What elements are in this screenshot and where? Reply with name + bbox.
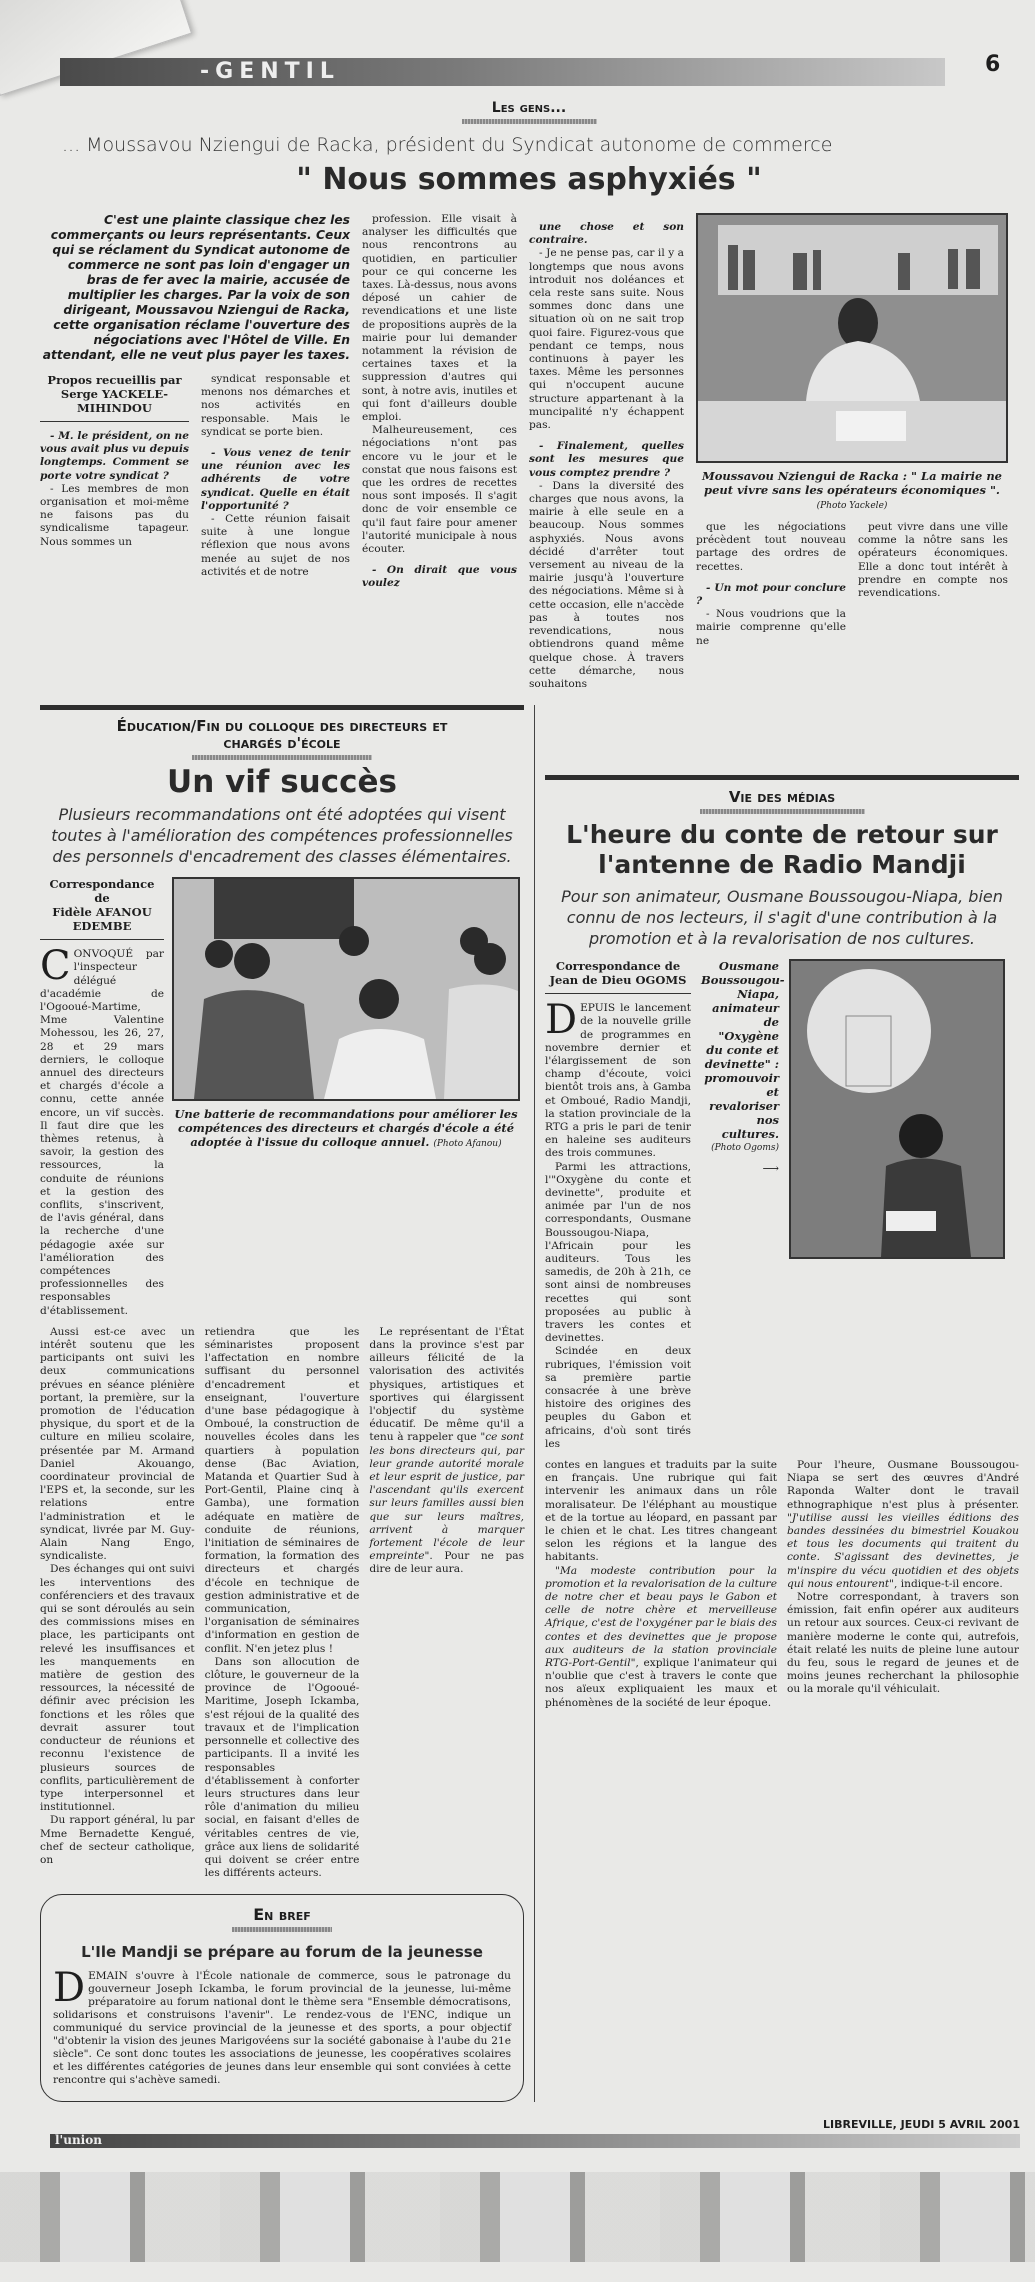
- paragraph: - Les membres de mon organisation et moi-même ne faisons pas du syndicalisme tapageur. Nous sommes un: [40, 482, 189, 548]
- text: Pour l'heure, Ousmane Boussougou-Niapa se sert des œuvres d'André Raponda Walter dont le travail ethnographique n'est plus à présenter.: [787, 1459, 1019, 1511]
- byline-intro: Correspondance de: [49, 877, 155, 906]
- byline-intro: Correspondance de: [555, 959, 681, 974]
- quote: "ce sont les bons directeurs qui, par leur grande autorité morale et leur esprit de justice, par l'ascendant qu'ils exercent sur leurs familles aussi bien que sur leurs maîtres, arrivent à marquer fortement l'école de leur empreinte": [369, 1431, 525, 1563]
- kicker-text: Vie des médias: [728, 788, 836, 807]
- article1-right: [696, 213, 1008, 648]
- article3-col3: [787, 1459, 1019, 1710]
- article2-columns: [40, 1326, 524, 1881]
- divider-rule: [40, 705, 524, 710]
- article1-col5: [696, 521, 846, 648]
- radio-caption: [701, 959, 785, 1176]
- article2-col1: [40, 877, 164, 1318]
- paragraph: profession. Elle visait à analyser les difficultés que nous rencontrons au quotidien, en particulier pour ce qui concerne les taxes. Là-dessus, nous avons déposé un cahier de revendications et une liste de propositions auprès de la mairie pour lui demander notamment la révision de certaines taxes et la suppression d'autres qui sont, à notre avis, inutiles et qui font d'ailleurs double emploi.: [362, 213, 517, 424]
- section-banner: [60, 58, 945, 86]
- en-bref-kicker: [53, 1905, 511, 1932]
- paragraph: - Nous voudrions que la mairie comprenne qu'elle ne: [696, 608, 846, 647]
- kicker-text: En bref: [253, 1905, 311, 1925]
- text: , explique l'animateur qui n'oublie que c'est à travers le conte que nos aïeux expliquaient les maux et phénomènes de la société de leur époque.: [545, 1657, 777, 1709]
- article1-col6: [858, 521, 1008, 648]
- paragraph: Malheureusement, ces négociations n'ont pas encore vu le jour et le constat que nous faisons est que les ordres de recettes nous sont imposés. Il s'agit donc de voir ensemble ce qu'il faut faire pour amener l'autorité municipale à nous écouter.: [362, 424, 517, 556]
- article1-col3: [362, 213, 517, 591]
- byline-author: Serge YACKELE-MIHINDOU: [60, 387, 169, 415]
- photo-credit: (Photo Yackele): [816, 501, 888, 511]
- colloque-photo-block: [172, 877, 520, 1151]
- article1-headline: " Nous sommes asphyxiés ": [296, 162, 762, 197]
- paragraph: retiendra que les séminaristes proposent l'affectation en nombre suffisant du personnel d'encadrement et enseignant, l'ouverture d'une base pédagogique à Omboué, la construction de nouvelles écoles dans les quartiers à population dense (Bac Aviation, Matanda et Quartier Sud à Port-Gentil, Plaine cinq à Gamba), une formation adéquate en matière de conduite de réunions, l'initiation de séminaires de formation, la formation des directeurs et chargés d'école en technique de gestion administrative et de communication, l'organisation de séminaires d'information en gestion de conflit. N'en jetez plus !: [204, 1325, 360, 1655]
- article3-kicker: [545, 788, 1019, 814]
- quote: "J'utilise aussi les vieilles éditions des bandes dessinées du bimestriel Kouakou et tous les documents qui traitent du conte. S'agissant des devinettes, je m'inspire du vécu quotidien et des objets qui nous entourent": [787, 1511, 1019, 1590]
- en-bref-headline: L'Ile Mandji se prépare au forum de la jeunesse: [81, 1943, 483, 1962]
- article1-col6-body: [858, 521, 1008, 600]
- paragraph: - Dans la diversité des charges que nous avons, la mairie à elle seule en a beaucoup. Nous sommes asphyxiés. Nous avons décidé d'arrêter tout versement au niveau de la mairie jusqu'à l'ouverture des négociations. Même si à cette occasion, elle n'accède pas à toutes nos revendications, nous obtiendrons quand même quelque chose. À travers cette démarche, nous souhaitons: [529, 479, 684, 690]
- interview-caption: [696, 469, 1008, 513]
- interview-question: - On dirait que vous voulez: [362, 564, 517, 590]
- background-surface: [0, 2172, 1035, 2262]
- article3-col1: [545, 959, 691, 1451]
- article1-left-columns: [40, 373, 350, 579]
- kicker-rule: [700, 809, 865, 814]
- paragraph: Dans son allocution de clôture, le gouverneur de la province de l'Ogooué-Maritime, Joseph Ickamba, s'est réjoui de la qualité des travaux et de l'implication personnelle et collective des participants. Il a invité les responsables d'établissement à conforter leurs structures dans leur rôle d'animation du milieu social, en faisant d'elles de véritables centres de vie, grâce aux liens de solidarité qui doivent se créer entre les différents acteurs.: [204, 1655, 360, 1880]
- en-bref-body: [53, 1965, 511, 2087]
- photo-credit: (Photo Afanou): [433, 1139, 502, 1150]
- colloque-photo: [172, 877, 520, 1101]
- caption-text: Ousmane Boussougou-Niapa, animateur de "Oxygène du conte et devinette" : promouvoir et revaloriser nos cultures.: [701, 959, 785, 1142]
- newspaper-brand: l'union: [55, 2133, 102, 2148]
- article3-byline: [545, 959, 691, 994]
- article1-col1-body: [40, 430, 189, 549]
- kicker-line1: Éducation/Fin du colloque des directeurs et: [116, 717, 448, 736]
- article1-col2: [201, 373, 350, 579]
- article3-chapo: Pour son animateur, Ousmane Boussougou-Niapa, bien connu de nos lecteurs, il s'agit d'une contribution à la promotion et à la revalorisation de nos cultures.: [561, 887, 1003, 949]
- arrow-right-icon: ⟶: [762, 1161, 779, 1176]
- article2-chapo: Plusieurs recommandations ont été adoptées qui visent toutes à l'amélioration des compétences professionnelles des personnels d'encadrement des classes élémentaires.: [51, 805, 513, 867]
- kicker-text: Les gens...: [491, 100, 567, 116]
- photo-credit: (Photo Ogoms): [711, 1143, 779, 1154]
- radio-photo: [789, 959, 1005, 1259]
- interview-question: - Vous venez de tenir une réunion avec les adhérents de votre syndicat. Quelle en était l'opportunité ?: [201, 447, 350, 512]
- article1-col4: [529, 213, 684, 691]
- divider-rule: [545, 775, 1019, 780]
- lower-section: [40, 705, 1018, 2102]
- paragraph: peut vivre dans une ville comme la nôtre sans les opérateurs économiques. Elle a donc tout intérêt à prendre en compte nos revendications.: [858, 521, 1008, 600]
- text: , indique-t-il encore.: [894, 1577, 1003, 1590]
- footer-banner: [50, 2134, 1020, 2148]
- article2-col3: [369, 1326, 524, 1881]
- caption-text: Moussavou Nziengui de Racka : " La mairie ne peut vivre sans les opérateurs économiques ".: [702, 469, 1002, 497]
- article2-kicker: [40, 718, 524, 760]
- article3-top-row: [545, 959, 1019, 1451]
- photo-president-at-desk-icon: [698, 215, 1006, 461]
- article1-col2-body: [201, 373, 350, 579]
- byline-author: Jean de Dieu OGOMS: [549, 973, 687, 988]
- article2-col1-continued: [40, 1326, 195, 1881]
- paragraph: - Cette réunion faisait suite à une longue réflexion que nous avons menée au sujet de nos activités et de notre: [201, 513, 350, 578]
- footer: [50, 2118, 1020, 2152]
- text: contes en langues et traduits par la suite en français. Une rubrique qui fait intervenir les animaux dans un rôle moralisateur. De l'éléphant au moustique et de la tortue au léopard, en passant par le chien et le chat. Les titres changeant selon les régions et la langue des habitants.: [545, 1459, 777, 1564]
- paragraph: EPUIS le lancement de la nouvelle grille de programmes en novembre dernier et l'élargissement de son champ d'écoute, voici bientôt trois ans, à Gamba et Omboué, Radio Mandji, la station provinciale de la RTG a pris le pari de tenir en haleine ses auditeurs des trois communes.: [545, 1002, 691, 1160]
- kicker-line2: chargés d'école: [223, 734, 341, 753]
- article3-col2: [545, 1459, 777, 1710]
- kicker-rule: [232, 1927, 332, 1932]
- interview-photo: [696, 213, 1008, 463]
- page-number: 6: [985, 52, 1001, 77]
- article1-col3-body: [362, 213, 517, 591]
- interview-question: - M. le président, on ne vous avait plus vu depuis longtemps. Comment se porte votre syndicat ?: [40, 430, 189, 482]
- text: Le représentant de l'État dans la province s'est par ailleurs félicité de la valorisation des activités physiques, artistiques et sportives qui élargissent l'objectif du système éducatif. De même qu'il a tenu à rappeler que: [369, 1325, 525, 1444]
- article1-left: [40, 213, 350, 579]
- article1-col4-body: [529, 221, 684, 691]
- article1: [40, 100, 1018, 691]
- paragraph: syndicat responsable et menons nos démarches et nos activités en responsable. Mais le syndicat se porte bien.: [201, 373, 350, 438]
- text: . Pour ne pas dire de leur aura.: [369, 1550, 525, 1576]
- paragraph: EMAIN s'ouvre à l'École nationale de commerce, sous le patronage du gouverneur Joseph Ickamba, le forum provincial de la jeunesse, lui-même préparatoire au forum national dont le thème sera "Ensemble démocratisons, solidarisons et construisons l'avenir". Le rendez-vous de l'ENC, indique un communiqué du service provincial de la jeunesse et des sports, a pour objectif "d'obtenir la vision des jeunes Marigovéens sur la société gabonaise à l'aube du 21e siècle". Ce sont donc toutes les associations de jeunesse, les coopératives scolaires et les différentes catégories de jeunes dans leur ensemble qui sont conviées à cette rencontre qui s'achève samedi.: [53, 1970, 511, 2087]
- dropcap: C: [40, 943, 71, 990]
- paragraph: ONVOQUÉ par l'inspecteur délégué d'académie de l'Ogooué-Martime, Mme Valentine Mohessou, les 26, 27, 28 et 29 mars derniers, le colloque annuel des directeurs et chargés d'école a connu, cette année encore, un vif succès. Il faut dire que les thèmes retenus, à savoir, la gestion des ressources, la conduite de réunions et la gestion des conflits, s'inscrivent, de l'avis général, dans la recherche d'une pédagogie axée sur l'amélioration des compétences professionnelles des responsables d'établissement.: [40, 948, 164, 1317]
- article1-byline: [40, 373, 189, 422]
- article1-header: [40, 100, 1018, 197]
- photo-colloque-participants-icon: [174, 879, 518, 1099]
- article2-headline: Un vif succès: [167, 764, 397, 801]
- article1-col1: [40, 373, 189, 579]
- byline-author: Fidèle AFANOU EDEMBE: [52, 905, 152, 934]
- paragraph: Du rapport général, lu par Mme Bernadette Kengué, chef de secteur catholique, on: [40, 1814, 195, 1866]
- paragraph: Parmi les attractions, l'"Oxygène du conte et devinette", produite et animée par l'un de nos correspondants, Ousmane Boussougou-Niapa, l'Africain pour les auditeurs. Tous les samedis, de 20h à 21h, ce sont ainsi de nombreuses recettes qui sont proposées au public à travers les contes et devinettes.: [545, 1160, 691, 1345]
- section-name: -GENTIL: [200, 59, 340, 84]
- article2: [40, 705, 535, 2102]
- dateline: LIBREVILLE, JEUDI 5 AVRIL 2001: [823, 2118, 1020, 2132]
- article1-col5-body: [696, 521, 846, 648]
- article1-right-columns: [696, 521, 1008, 648]
- colloque-caption: [172, 1107, 520, 1151]
- article2-top-row: [40, 877, 524, 1318]
- kicker-rule: [192, 755, 372, 760]
- article3-headline: L'heure du conte de retour sur l'antenne de Radio Mandji: [566, 820, 998, 880]
- paragraph: Notre correspondant, à travers son émission, fait enfin opérer aux auditeurs un retour aux sources. Ceux-ci revivant de manière moderne le conte qui, autrefois, était relaté les nuits de pleine lune autour du feu, sous le regard de jeunes et de moins jeunes recherchant la philosophie ou la morale qu'il véhiculait.: [787, 1591, 1019, 1696]
- article2-col2: [205, 1326, 360, 1881]
- caption-text: Une batterie de recommandations pour améliorer les compétences des directeurs et chargés d'école a été adoptée à l'issue du colloque annuel.: [174, 1107, 518, 1150]
- paragraph: Scindée en deux rubriques, l'émission voit sa première partie consacrée à une brève histoire des origines des peuples du Gabon et africains, d'où sont tirés les: [545, 1345, 691, 1450]
- dropcap: D: [53, 1965, 86, 2012]
- article2-byline: [40, 877, 164, 940]
- article1-subtitle: ... Moussavou Nziengui de Racka, président du Syndicat autonome de commerce: [62, 134, 833, 156]
- article1-kicker: [40, 100, 1018, 124]
- interview-question: - Un mot pour conclure ?: [696, 581, 846, 608]
- quote: "Ma modeste contribution pour la promotion et la revalorisation de la culture de notre cher et beau pays le Gabon et celle de notre chère et merveilleuse Afrique, c'est de l'oxygéner par le biais des contes et des devinettes que je propose aux auditeurs de la station provinciale RTG-Port-Gentil": [545, 1564, 777, 1670]
- paragraph: Des échanges qui ont suivi les interventions des conférenciers et des travaux qui se sont déroulés au sein des commissions mises en place, les participants ont relevé les insuffisances et les manquements en matière de gestion des ressources, la nécessité de définir avec précision les fonctions et les rôles que devrait assurer tout conducteur de réunions et reconnu l'existence de plusieurs sources de conflits, particulièrement de type interpersonnel et institutionnel.: [40, 1563, 195, 1814]
- en-bref-box: [40, 1894, 524, 2102]
- article3-columns: [545, 1459, 1019, 1710]
- article3: [535, 705, 1019, 2102]
- paragraph: - Je ne pense pas, car il y a longtemps que nous avons introduit nos doléances et cela reste sans suite. Nous sommes donc dans une situation où on ne sait trop quoi faire. Figurez-vous que pendant ce temps, nous continuons à payer les taxes. Même les personnes qui n'occupent aucune structure appartenant à la muncipalité n'y échappent pas.: [529, 247, 684, 432]
- interview-question: - Finalement, quelles sont les mesures que vous comptez prendre ?: [529, 440, 684, 479]
- photo-radio-animator-icon: [791, 961, 1003, 1257]
- dropcap: D: [545, 997, 578, 1044]
- article1-body: [40, 213, 1018, 691]
- interview-question: une chose et son contraire.: [529, 221, 684, 247]
- article1-lead: C'est une plainte classique chez les commerçants ou leurs représentants. Ceux qui se réclament du Syndicat autonome de commerce ne sont pas loin d'engager un bras de fer avec la mairie, accusée de multiplier les charges. Par la voix de son dirigeant, Moussavou Nziengui de Racka, cette organisation réclame l'ouverture des négociations avec l'Hôtel de Ville. En attendant, elle ne veut plus payer les taxes.: [42, 213, 350, 362]
- kicker-rule: [462, 119, 597, 124]
- byline-intro: Propos recueillis par: [47, 373, 182, 387]
- paragraph: que les négociations précèdent tout nouveau partage des ordres de recettes.: [696, 521, 846, 573]
- masthead: [0, 0, 1035, 100]
- paragraph: Aussi est-ce avec un intérêt soutenu que les participants ont suivi les deux communications prévues en séance plénière portant, la première, sur la promotion de l'éducation physique, du sport et de la culture en milieu scolaire, présentée par M. Armand Daniel Akouango, coordinateur provincial de l'EPS et, la seconde, sur les relations entre l'administration et le syndicat, livrée par M. Guy-Alain Nang Engo, syndicaliste.: [40, 1325, 195, 1563]
